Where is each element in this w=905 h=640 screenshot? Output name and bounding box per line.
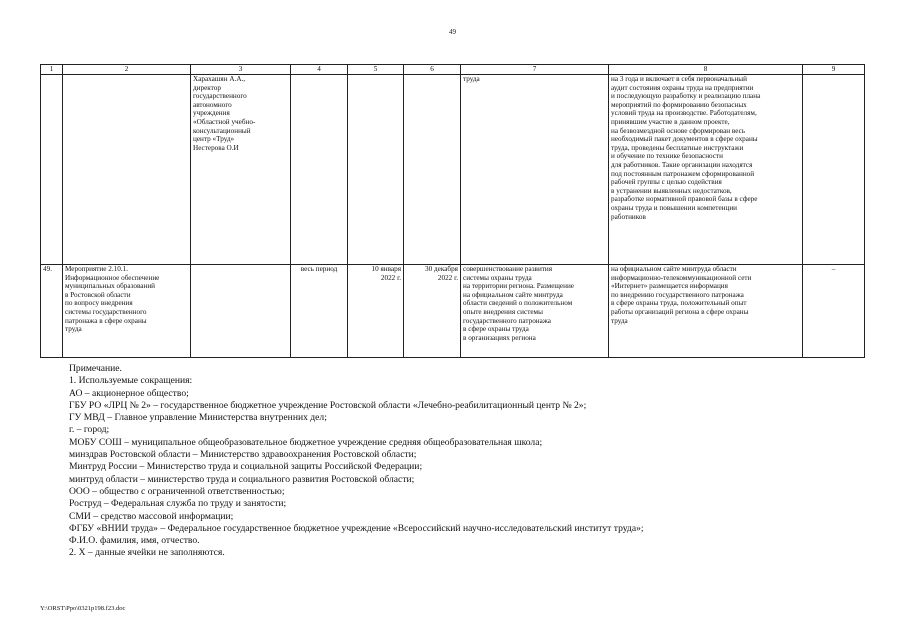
cell-text-line: на территории региона. Размещение — [463, 282, 574, 291]
cell-text-line: патронажа в сфере охраны — [65, 316, 147, 325]
cell-note: – — [803, 265, 865, 358]
cell-text-line: условий труда на производстве. Работодателям, — [611, 109, 757, 118]
file-path: Y:\ORST\Ppo\0321p198.f23.doc — [40, 605, 126, 612]
note-line: Минтруд России – Министерство труда и социальной защиты Российской Федерации; — [69, 461, 423, 473]
cell-text-line: опыте внедрения системы — [463, 307, 543, 316]
note-line: ГУ МВД – Главное управление Министерства внутренних дел; — [69, 412, 327, 424]
notes-title: Примечание. — [69, 363, 122, 374]
cell-text-line: учреждения — [193, 109, 230, 118]
column-header-6: 6 — [404, 65, 461, 75]
cell-text-line: необходимый пакет документов в сфере охраны — [611, 135, 758, 144]
cell-responsible — [191, 265, 291, 358]
cell-text-line: в Ростовской области — [65, 290, 131, 299]
column-header-7: 7 — [461, 65, 609, 75]
cell-text-line: на безвозмездной основе сформирован весь — [611, 126, 746, 135]
cell-text-line: государственного — [193, 92, 247, 101]
cell-text-line: труда — [463, 75, 480, 83]
note-line: минтруд области – министерство труда и социального развития Ростовской области; — [69, 473, 415, 485]
cell-text-line: области сведений о положительном — [463, 299, 573, 308]
cell-text-line: консультационный — [193, 126, 251, 135]
column-header-4: 4 — [291, 65, 348, 75]
cell-start-date — [348, 75, 404, 265]
cell-text-line: системы охраны труда — [463, 273, 532, 282]
cell-text-line: труда, проведены бесплатные инструктажи — [611, 143, 744, 152]
cell-text-line: в сфере охраны труда — [463, 325, 529, 334]
note-line: 1. Используемые сокращения: — [69, 375, 193, 387]
cell-text-line: и обучение по технике безопасности — [611, 152, 724, 161]
cell-text-line: Мероприятие 2.10.1. — [65, 265, 129, 273]
cell-text-line: на официальном сайте минтруда области — [611, 265, 737, 273]
cell-text-line: Харахашян А.А., — [193, 75, 246, 83]
cell-text-line: Нестерова О.И — [193, 143, 239, 152]
cell-text-line: и последующую разработку и реализацию плана — [611, 92, 761, 101]
cell-expected-result — [461, 265, 609, 358]
table-row-49 — [41, 265, 865, 358]
cell-text-line: для работников. Такие организации находятся — [611, 160, 753, 169]
cell-number — [41, 75, 63, 265]
cell-responsible — [191, 75, 291, 265]
cell-text-line: муниципальных образований — [65, 282, 156, 291]
cell-text-line: центр «Труд» — [193, 135, 235, 144]
cell-text-line: на официальном сайте минтруда — [463, 290, 563, 299]
column-header-8: 8 — [609, 65, 803, 75]
cell-text-line: по внедрению государственного патронажа — [611, 290, 744, 299]
cell-text-line: в устранении выявленных недостатков, — [611, 186, 732, 195]
note-line: г. – город; — [69, 424, 110, 436]
cell-text-line: информационно-телекоммуникационной сети — [611, 273, 752, 282]
note-line: 2. Х – данные ячейки не заполняются. — [69, 547, 225, 559]
cell-text-line: работы организаций региона в сфере охраны — [611, 307, 749, 316]
cell-text-line: Информационное обеспечение — [65, 273, 160, 282]
note-line: Ф.И.О. фамилия, имя, отчество. — [69, 535, 200, 547]
cell-text-line: охраны труда и повышении компетенции — [611, 203, 738, 212]
cell-description — [609, 265, 803, 358]
note-line: АО – акционерное общество; — [69, 387, 189, 399]
cell-text-line: 30 декабря — [425, 265, 458, 273]
cell-text-line: директор — [193, 83, 221, 92]
cell-text-line: системы государственного — [65, 307, 147, 316]
cell-description — [609, 75, 803, 265]
cell-text-line: государственного патронажа — [463, 316, 551, 325]
note-line: СМИ – средство массовой информации; — [69, 510, 234, 522]
note-line: минздрав Ростовской области – Министерство здравоохранения Ростовской области; — [69, 449, 417, 461]
column-header-3: 3 — [191, 65, 291, 75]
cell-text-line: «Интернет» размещается информация — [611, 282, 728, 291]
cell-text-line: аудит состояния охраны труда на предприятии — [611, 83, 754, 92]
cell-text-line: работников — [611, 212, 646, 221]
cell-text-line: 2022 г. — [437, 273, 458, 282]
cell-text-line: труда — [611, 316, 628, 325]
cell-text-line: 10 января — [371, 265, 401, 273]
cell-period: весь период — [291, 265, 348, 358]
cell-text-line: «Областной учебно- — [193, 117, 256, 126]
cell-text-line: автономного — [193, 100, 232, 109]
cell-note — [803, 75, 865, 265]
cell-activity — [63, 265, 191, 358]
cell-end-date — [404, 265, 461, 358]
cell-activity — [63, 75, 191, 265]
note-line: ООО – общество с ограниченной ответственностью; — [69, 485, 285, 497]
cell-text-line: разработке нормативной правовой базы в сфере — [611, 195, 758, 204]
page-number: 49 — [449, 28, 456, 36]
cell-text-line: мероприятий по формированию безопасных — [611, 100, 747, 109]
note-line: ГБУ РО «ЛРЦ № 2» – государственное бюджетное учреждение Ростовской области «Лечебно-реабилитационный центр № 2»; — [69, 399, 587, 411]
notes-section — [69, 363, 869, 560]
table-row-continued — [41, 75, 865, 265]
cell-period — [291, 75, 348, 265]
note-line: МОБУ СОШ – муниципальное общеобразовательное бюджетное учреждение средняя общеобразовательная школа; — [69, 436, 543, 448]
cell-number: 49. — [41, 265, 63, 358]
column-header-5: 5 — [348, 65, 404, 75]
note-line: Роструд – Федеральная служба по труду и занятости; — [69, 498, 287, 510]
cell-text-line: совершенствование развития — [463, 265, 553, 273]
cell-end-date — [404, 75, 461, 265]
column-header-1: 1 — [41, 65, 63, 75]
cell-text-line: рабочей группы с целью содействия — [611, 178, 722, 187]
activities-table — [40, 64, 865, 358]
cell-start-date — [348, 265, 404, 358]
table-header-row — [41, 65, 865, 75]
cell-text-line: в организациях региона — [463, 333, 536, 342]
cell-text-line: по вопросу внедрения — [65, 299, 133, 308]
cell-expected-result — [461, 75, 609, 265]
column-header-2: 2 — [63, 65, 191, 75]
cell-text-line: в сфере охраны труда, положительный опыт — [611, 299, 747, 308]
cell-text-line: труда — [65, 325, 82, 334]
cell-text-line: под постоянным патронажем сформированной — [611, 169, 755, 178]
cell-text-line: 2022 г. — [380, 273, 401, 282]
cell-text-line: на 3 года и включает в себя первоначальный — [611, 75, 747, 83]
note-line: ФГБУ «ВНИИ труда» – Федеральное государственное бюджетное учреждение «Всероссийский научно-исследовательский институт труда»; — [69, 522, 644, 534]
column-header-9: 9 — [803, 65, 865, 75]
cell-text-line: принявшим участие в данном проекте, — [611, 117, 730, 126]
